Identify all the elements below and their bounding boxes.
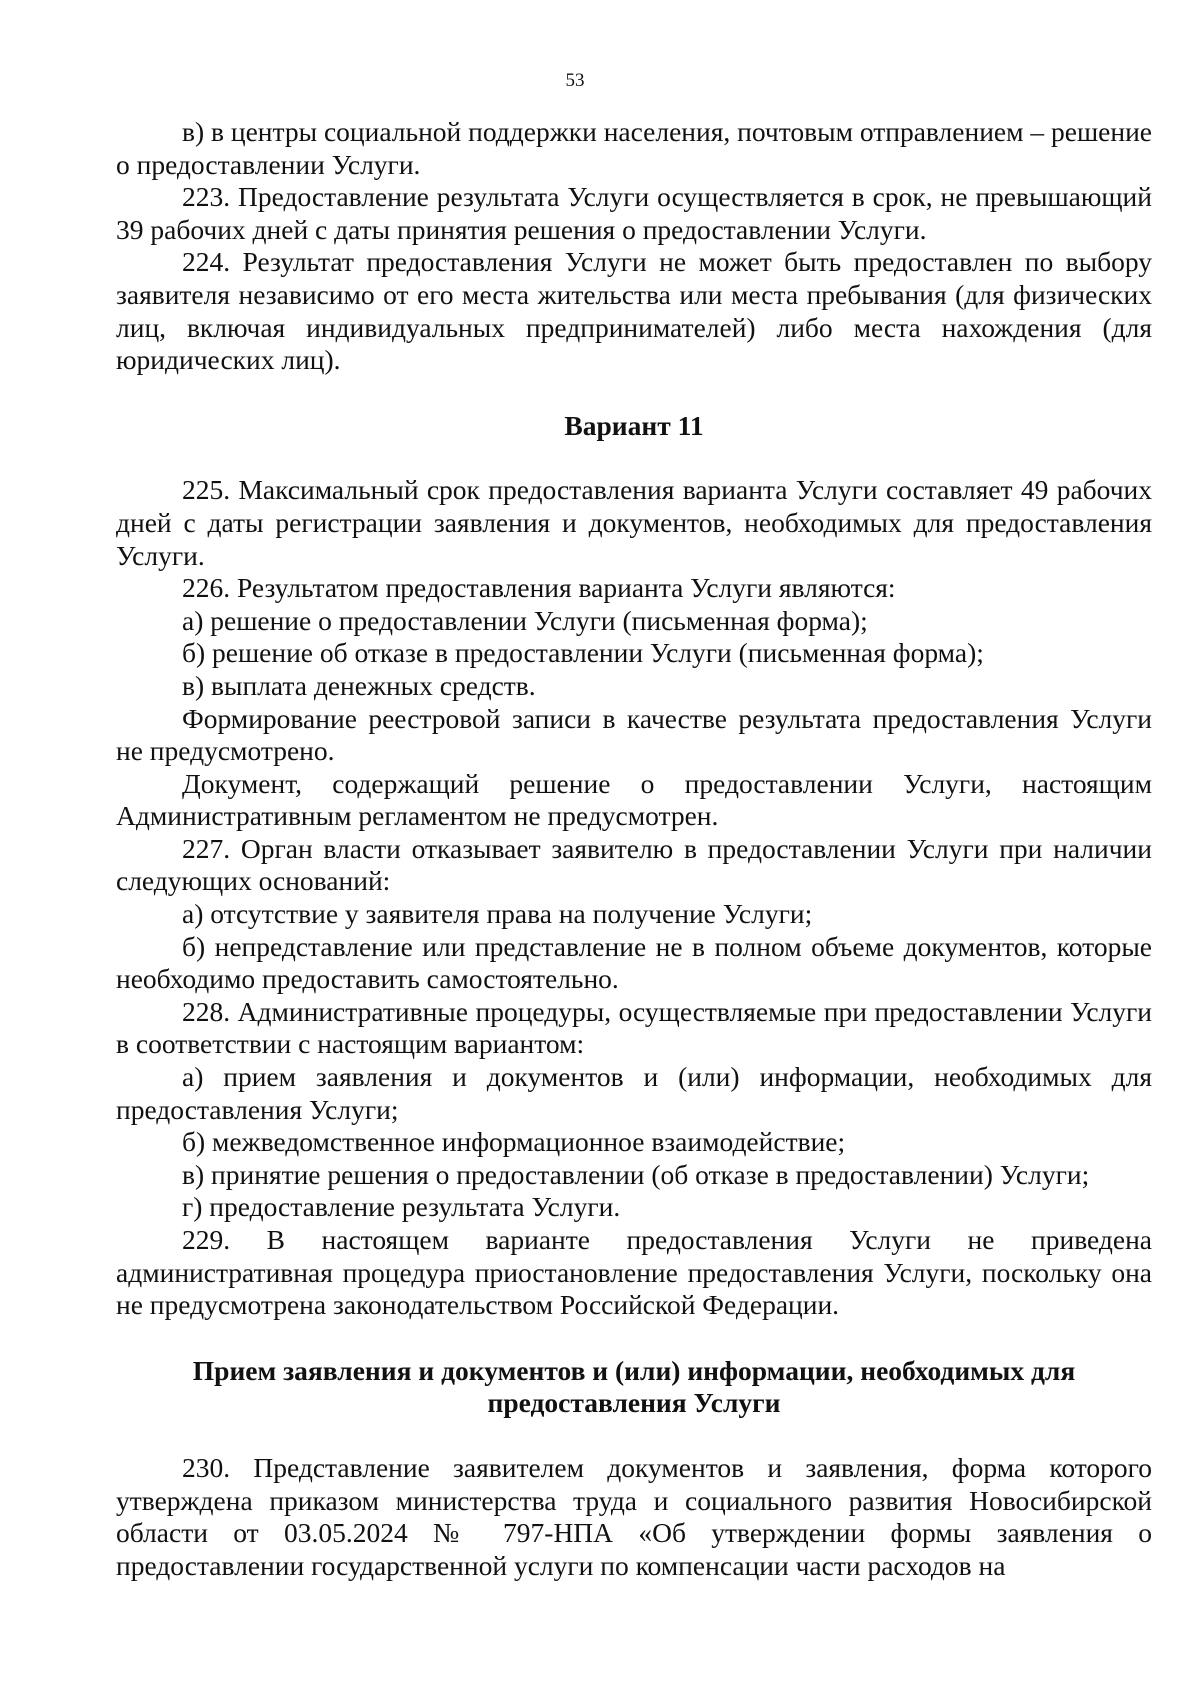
section-heading-variant-11: Вариант 11 bbox=[564, 409, 704, 441]
paragraph-225: 225. Максимальный срок предоставления варианта Услуги составляет 49 рабочих дней с даты регистрации заявления и документов, необходимых для предоставления Услуги. bbox=[116, 474, 1152, 571]
document-body bbox=[116, 116, 1152, 1582]
list-item-228-a: а) прием заявления и документов и (или) информации, необходимых для предоставления Услуги; bbox=[116, 1061, 1152, 1125]
paragraph-registry-record: Формирование реестровой записи в качестве результата предоставления Услуги не предусмотрено. bbox=[116, 702, 1152, 767]
paragraph-230: 230. Представление заявителем документов и заявления, форма которого утверждена приказом министерства труда и социального развития Новосибирской области от 03.05.2024 № 797-НПА «Об утверждении формы заявления о предоставлении государственной услуги по компенсации части расходов на bbox=[116, 1451, 1152, 1581]
paragraph-227: 227. Орган власти отказывает заявителю в предоставлении Услуги при наличии следующих оснований: bbox=[116, 832, 1152, 897]
list-item-226-a: а) решение о предоставлении Услуги (письменная форма); bbox=[182, 604, 868, 636]
section-heading-line-1: Прием заявления и документов и (или) информации, необходимых для bbox=[192, 1354, 1076, 1386]
list-item-227-b: б) непредставление или представление не в полном объеме документов, которые необходимо предоставить самостоятельно. bbox=[116, 930, 1152, 995]
page-number: 53 bbox=[565, 70, 585, 91]
list-item-226-v: в) выплата денежных средств. bbox=[182, 669, 536, 701]
paragraph-223: 223. Предоставление результата Услуги осуществляется в срок, не превышающий 39 рабочих дней с даты принятия решения о предоставлении Услуги. bbox=[116, 181, 1152, 245]
paragraph-224: 224. Результат предоставления Услуги не может быть предоставлен по выбору заявителя независимо от его места жительства или места пребывания (для физических лиц, включая индивидуальных предпринимателей) либо места нахождения (для юридических лиц). bbox=[116, 246, 1152, 376]
list-item-228-b: б) межведомственное информационное взаимодействие; bbox=[182, 1126, 846, 1158]
list-item-228-g: г) предоставление результата Услуги. bbox=[182, 1191, 621, 1223]
section-heading-line-2: предоставления Услуги bbox=[487, 1387, 781, 1419]
paragraph-decision-document: Документ, содержащий решение о предоставлении Услуги, настоящим Административным регламентом не предусмотрен. bbox=[116, 767, 1152, 832]
list-item-228-v: в) принятие решения о предоставлении (об отказе в предоставлении) Услуги; bbox=[182, 1158, 1090, 1190]
paragraph-clause-v-delivery: в) в центры социальной поддержки населения, почтовым отправлением – решение о предоставлении Услуги. bbox=[116, 116, 1153, 180]
section-heading-application-intake bbox=[116, 1355, 1152, 1420]
list-item-227-a: а) отсутствие у заявителя права на получение Услуги; bbox=[182, 898, 813, 930]
list-item-226-b: б) решение об отказе в предоставлении Услуги (письменная форма); bbox=[182, 637, 984, 669]
paragraph-226: 226. Результатом предоставления варианта Услуги являются: bbox=[182, 572, 896, 604]
paragraph-229: 229. В настоящем варианте предоставления Услуги не приведена административная процедура приостановление предоставления Услуги, поскольку она не предусмотрена законодательством Российской Федерации. bbox=[116, 1224, 1152, 1321]
paragraph-228: 228. Административные процедуры, осуществляемые при предоставлении Услуги в соответствии с настоящим вариантом: bbox=[116, 995, 1152, 1060]
